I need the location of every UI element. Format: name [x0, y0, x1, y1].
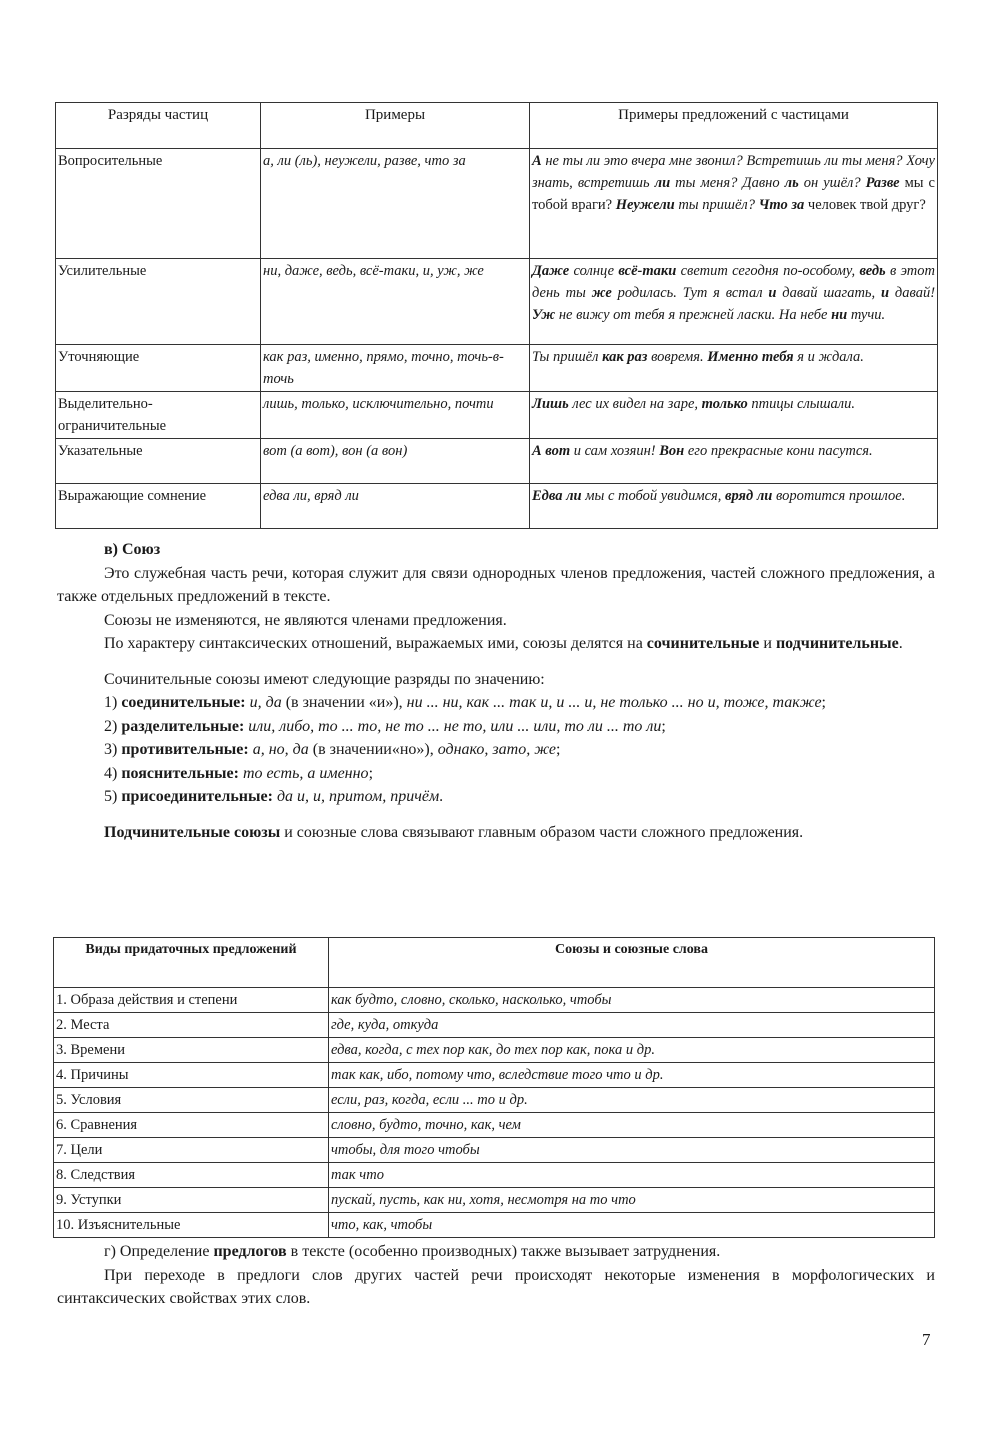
table-row — [54, 988, 935, 1013]
table-row — [54, 1063, 935, 1088]
text-run: давай! — [889, 285, 936, 301]
clause-kind: 4. Причины — [54, 1063, 329, 1088]
text-run: ; — [821, 694, 826, 711]
particle-examples: вот (а вот), вон (а вон) — [261, 439, 530, 484]
text-run: Это служебная часть речи, которая служит для связи однородных членов предложения, частей сложного предложения, а также отдельных предложений в тексте. — [57, 564, 935, 605]
text-run: давай шагать, — [776, 285, 881, 301]
paragraph — [57, 1240, 935, 1264]
text-run: не ты ли это вчера мне звонил? Встретишь ли ты меня? Хочу знать, встретишь — [532, 153, 935, 191]
particle-examples: едва ли, вряд ли — [261, 484, 530, 529]
bold-text: соединительные: — [121, 694, 246, 711]
paragraph — [57, 715, 935, 739]
bold-text: разделительные: — [121, 717, 245, 735]
text-run: 2) — [104, 717, 122, 735]
table-row — [54, 1038, 935, 1063]
text-run: его прекрасные кони пасутся. — [684, 443, 873, 459]
page-number: 7 — [922, 1330, 931, 1349]
text-run: и — [759, 635, 776, 652]
example-sentences — [530, 259, 938, 345]
clause-kind: 10. Изъяснительные — [54, 1213, 329, 1238]
text-run: ты пришёл? — [674, 197, 759, 213]
bold-text: и — [881, 285, 890, 301]
text-run: я и ждала. — [793, 349, 864, 365]
column-header: Примеры предложений с частицами — [530, 103, 938, 149]
particles-table — [55, 102, 938, 529]
text-run: вовремя. — [647, 349, 708, 365]
paragraph — [57, 562, 935, 609]
text-run: тучи. — [847, 307, 886, 323]
clause-kind: 2. Места — [54, 1013, 329, 1038]
clause-kind: 3. Времени — [54, 1038, 329, 1063]
particle-examples: ни, даже, ведь, всё-таки, и, уж, же — [261, 259, 530, 345]
text-run: По характеру синтаксических отношений, выражаемых ими, союзы делятся на — [104, 635, 647, 652]
bold-text: Лишь — [532, 396, 569, 412]
conjunction-words: едва, когда, с тех пор как, до тех пор как, пока и др. — [329, 1038, 935, 1063]
paragraph — [57, 632, 935, 656]
bold-text: противительные: — [121, 741, 249, 758]
text-run: Союзы не изменяются, не являются членами предложения. — [104, 611, 507, 629]
bold-text: подчинительные — [775, 635, 899, 652]
text-run: (в значении«но»), — [308, 741, 438, 758]
particle-category: Выражающие сомнение — [56, 484, 261, 529]
text-run: г) Определение — [104, 1243, 214, 1260]
text-run: ; — [368, 764, 374, 782]
conjunction-words: словно, будто, точно, как, чем — [329, 1113, 935, 1138]
text-run: ; — [555, 741, 561, 758]
bold-text: ль — [784, 175, 799, 191]
bold-text: ли — [654, 175, 671, 191]
paragraph — [57, 1264, 935, 1311]
text-run: . — [898, 635, 903, 652]
bold-text: в) Союз — [104, 541, 161, 558]
bold-text: только — [701, 396, 748, 412]
bold-text: сочинительные — [646, 635, 760, 652]
prepositions-section — [57, 1240, 935, 1311]
text-run: да и, и, притом, причём — [276, 788, 440, 805]
paragraph — [57, 762, 935, 786]
example-sentences — [530, 345, 938, 392]
text-run: ты меня? Давно — [670, 175, 785, 191]
conjunction-words: так как, ибо, потому что, вследствие того что и др. — [329, 1063, 935, 1088]
text-run: и сам хозяин! — [570, 443, 660, 459]
conjunction-words: где, куда, откуда — [329, 1013, 935, 1038]
text-run: человек твой друг? — [804, 197, 926, 213]
text-run: (в значении «и»), — [281, 694, 407, 711]
text-run: При переходе в предлоги слов других частей речи происходят некоторые изменения в морфологических и синтаксических свойствах этих слов. — [57, 1266, 935, 1307]
table-row — [54, 1113, 935, 1138]
text-run: 4) — [104, 764, 122, 782]
text-run: 3) — [104, 741, 122, 758]
paragraph — [57, 609, 935, 633]
text-run: родилась. Тут я встал — [611, 285, 769, 301]
clause-kind: 9. Уступки — [54, 1188, 329, 1213]
text-run: Ты пришёл — [532, 349, 603, 365]
table-row — [54, 1213, 935, 1238]
text-run: Сочинительные союзы имеют следующие разряды по значению: — [104, 670, 545, 688]
particle-category: Уточняющие — [56, 345, 261, 392]
text-run: светит сегодня по-особому, — [676, 263, 860, 279]
paragraph — [57, 738, 935, 762]
text-run: воротится прошлое. — [772, 488, 906, 504]
table-row — [54, 1138, 935, 1163]
text-run: 1) — [104, 694, 122, 711]
bold-text: вряд ли — [725, 488, 773, 504]
conjunction-words: если, раз, когда, если ... то и др. — [329, 1088, 935, 1113]
section-heading — [57, 538, 935, 562]
bold-text: ведь — [859, 263, 886, 279]
bold-text: Даже — [532, 263, 570, 279]
column-header: Примеры — [261, 103, 530, 149]
bold-text: Уж — [532, 307, 556, 323]
text-run: в тексте (особенно производных) также вызывает затруднения. — [286, 1243, 721, 1260]
bold-text: Вон — [659, 443, 685, 459]
bold-text: А — [532, 153, 542, 169]
bold-text: и — [768, 285, 777, 301]
clause-kind: 8. Следствия — [54, 1163, 329, 1188]
table-row — [54, 1088, 935, 1113]
example-sentences — [530, 392, 938, 439]
conjunction-words: пускай, пусть, как ни, хотя, несмотря на то что — [329, 1188, 935, 1213]
particle-examples: как раз, именно, прямо, точно, точь-в-точь — [261, 345, 530, 392]
table-row — [56, 484, 938, 529]
text-run: однако, зато, же — [437, 741, 556, 758]
bold-text: всё-таки — [618, 263, 677, 279]
paragraph — [57, 668, 935, 692]
text-run: то есть, а именно — [242, 764, 369, 782]
text-run: мы с тобой враги? — [532, 175, 935, 213]
bold-text: ни — [831, 307, 848, 323]
table-row — [54, 1163, 935, 1188]
text-run: солнце — [569, 263, 619, 279]
text-run: не вижу от тебя я прежней ласки. На небе — [555, 307, 832, 323]
conjunctions-section — [57, 538, 935, 844]
text-run: мы с тобой увидимся, — [581, 488, 726, 504]
example-sentences — [530, 484, 938, 529]
clause-kind: 5. Условия — [54, 1088, 329, 1113]
table-header-row — [54, 938, 935, 988]
text-run: лес их видел на заре, — [568, 396, 702, 412]
text-run: и, да — [249, 694, 282, 711]
subordinate-clauses-table — [53, 937, 935, 1238]
conjunction-words: как будто, словно, сколько, насколько, чтобы — [329, 988, 935, 1013]
text-run: он ушёл? — [798, 175, 866, 191]
bold-text: Едва ли — [532, 488, 582, 504]
particle-examples: а, ли (ль), неужели, разве, что за — [261, 149, 530, 259]
text-run: и союзные слова связывают главным образом части сложного предложения. — [280, 823, 804, 841]
bold-text: же — [591, 285, 612, 301]
text-run: ни ... ни, как ... так и, и ... и, не только ... но и, тоже, также — [406, 694, 822, 711]
text-run: 5) — [104, 788, 122, 805]
text-run: птицы слышали. — [747, 396, 855, 412]
table-row — [54, 1188, 935, 1213]
table-row — [56, 149, 938, 259]
table-row — [56, 439, 938, 484]
clause-kind: 1. Образа действия и степени — [54, 988, 329, 1013]
clause-kind: 7. Цели — [54, 1138, 329, 1163]
bold-text: Подчинительные союзы — [104, 823, 281, 841]
bold-text: как раз — [602, 349, 648, 365]
bold-text: А вот — [532, 443, 571, 459]
particle-category: Указательные — [56, 439, 261, 484]
particle-examples: лишь, только, исключительно, почти — [261, 392, 530, 439]
conjunction-words: чтобы, для того чтобы — [329, 1138, 935, 1163]
bold-text: Что за — [758, 197, 805, 213]
table-row — [54, 1013, 935, 1038]
bold-text: пояснительные: — [121, 764, 239, 782]
bold-text: предлогов — [213, 1243, 287, 1260]
bold-text: присоединительные: — [121, 788, 273, 805]
bold-text: Неужели — [615, 197, 675, 213]
text-run: . — [439, 788, 444, 805]
table-header-row — [56, 103, 938, 149]
particle-category: Усилительные — [56, 259, 261, 345]
table-row — [56, 259, 938, 345]
column-header: Виды придаточных предложений — [54, 938, 329, 988]
bold-text: Разве — [865, 175, 900, 191]
bold-text: Именно тебя — [707, 349, 794, 365]
table-row — [56, 392, 938, 439]
example-sentences — [530, 439, 938, 484]
text-run: а, но, да — [252, 741, 309, 758]
example-sentences — [530, 149, 938, 259]
particle-category: Выделительно-ограничительные — [56, 392, 261, 439]
clause-kind: 6. Сравнения — [54, 1113, 329, 1138]
text-run: или, либо, то ... то, не то ... не то, или ... или, то ли ... то ли — [248, 717, 662, 735]
particle-category: Вопросительные — [56, 149, 261, 259]
text-run: ; — [661, 717, 666, 735]
text-run: в этот день ты — [532, 263, 935, 301]
paragraph — [57, 785, 935, 809]
paragraph — [57, 821, 935, 845]
paragraph — [57, 691, 935, 715]
column-header: Союзы и союзные слова — [329, 938, 935, 988]
conjunction-words: что, как, чтобы — [329, 1213, 935, 1238]
conjunction-words: так что — [329, 1163, 935, 1188]
column-header: Разряды частиц — [56, 103, 261, 149]
table-row — [56, 345, 938, 392]
